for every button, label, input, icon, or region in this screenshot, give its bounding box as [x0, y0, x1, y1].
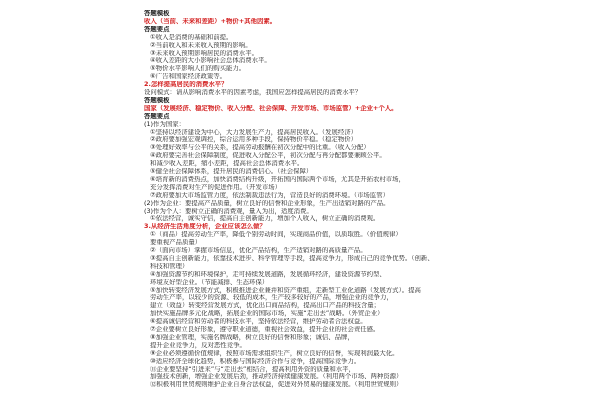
doc-line: 和减少收入差距，缩小差距，提高社会总体消费水平。	[150, 160, 304, 168]
doc-line: 国家（发展经济、稳定物价、收入分配、社会保障、开发市场、市场监管）+企业+个人。	[144, 104, 398, 112]
doc-line: ⑦政府要加大市场监管力度，依法制裁违法行为，营造良好的消费环境。（市场监管）	[150, 191, 389, 199]
doc-line: 加强技术创新，增强企业发展后劲，推动经济持续健康发展。（利用两个市场、两种资源）	[150, 373, 403, 381]
doc-line: ⑧加强企业管理，实施名牌战略，树立良好的信誉和形象；诚信、品牌，	[150, 333, 354, 341]
doc-line: ⑥提高诚信经营和劳动者的科技水平，坚持依法经营，维护劳动者合法权益。	[150, 318, 367, 326]
doc-line: ②当前收入和未来收入预期的影响。	[150, 41, 252, 49]
doc-line: ⑤物价水平影响人们的购买能力。	[150, 65, 246, 73]
doc-line: ②政府要加强宏观调控，综合运用多种手段，保持物价平稳。（稳定物价）	[150, 136, 358, 144]
doc-line: ⑫积极利用世贸规则维护企业自身合法权益，促进对外贸易的健康发展。（利用世贸规则）	[150, 381, 403, 389]
doc-line: 加快实施品牌多元化战略，拓展企业的国际市场，实施“走出去”战略。（外贸企业）	[150, 310, 384, 318]
doc-line: 答题模板	[144, 96, 170, 104]
doc-line: 答题模板	[144, 10, 170, 17]
doc-line: ⑤加快转变经济发展方式，积极推进企业兼并和资产重组，走新型工业化道路（发展方式）。提高	[150, 286, 421, 294]
doc-line: ②（面向市场）掌握市场信息，优化产品结构，生产适销对路的高质量产品。	[150, 247, 367, 254]
doc-line: 3.从经济生活角度分析，企业应该怎么做？	[144, 223, 266, 231]
doc-line: 劳动生产率，以较少的资源、较低的成本，生产较多较好的产品，增强企业的竞争力，	[150, 294, 393, 302]
doc-line: (2)作为企业：要提高产品质量，树立良好的信誉和企业形象，生产出适销对路的产品。	[144, 199, 390, 207]
doc-line: 充分发挥消费对生产的促进作用。（开发市场）	[150, 183, 282, 191]
doc-line: 要重视产品质量）	[150, 239, 202, 247]
document-page	[132, 6, 472, 400]
doc-line: ⑩适应经济全球化趋势，积极参与国际经济合作与竞争，提高国际竞争力。	[150, 357, 361, 365]
doc-line: ①收入是消费的基础和前提。	[150, 33, 233, 41]
doc-line: 科技和管理）	[150, 262, 189, 270]
doc-line: 收入（当前、未来和差距）+物价+其他因素。	[144, 17, 277, 25]
doc-line: ③提高自主创新能力，依靠技术进步、科学管理等手段，提高竞争力，形成自己的竞争优势。（创新、	[150, 254, 434, 262]
doc-line: ①坚持以经济建设为中心，大力发展生产力，提高居民收入。（发展经济）	[150, 128, 358, 136]
doc-line: ③处理好效率与公平的关系，提高劳动报酬在初次分配中的比重。（收入分配）	[150, 144, 370, 152]
doc-line: 环境友好型企业。（节能减排、生态环保）	[150, 278, 269, 286]
doc-line: ①依法经营，诚实守信，提高自主创新能力，增加个人收入，树立正确的消费观。	[150, 215, 380, 223]
doc-line: (3)作为个人：要树立正确的消费观，量入为出，适度消费。	[144, 207, 313, 215]
doc-line: ④收入差距的大小影响社会总体消费水平。	[150, 57, 271, 65]
doc-line: ⑨企业必须遵循价值规律，按照市场需求组织生产，树立良好的信誉，实现利润最大化。	[150, 349, 399, 357]
doc-line: (1)作为国家：	[144, 120, 186, 128]
doc-line: ④加强资源节约和环境保护，走可持续发展道路，发展循环经济，建设资源节约型、	[150, 270, 386, 278]
doc-line: ⑥广告和国家经济政策等。	[150, 73, 227, 81]
doc-line: ④政府要完善社会保障制度，促进收入分配公平，初次分配与再分配都要兼顾公平。	[150, 152, 386, 160]
doc-line: 2.怎样提高居民的消费水平？	[144, 81, 228, 89]
doc-line: ⑥培育新的消费热点，加快消费结构升级，开拓国内国际两个市场，尤其是开拓农村市场，	[150, 175, 405, 183]
doc-line: 提升企业竞争力，反对恶性竞争。	[150, 341, 246, 349]
doc-line: ⑤健全社会保障体系，提升居民的消费信心。（社会保障）	[150, 168, 313, 175]
doc-line: ⑦企业要树立良好形象，遵守职业道德，重视社会效益，提升企业的社会责任感。	[150, 326, 380, 333]
doc-line: 设问模式：请从影响消费水平的因素考虑，我国应怎样提高居民的消费水平？	[144, 89, 362, 96]
doc-line: 答题要点	[144, 112, 170, 120]
doc-line: ⑪企业要坚持“引进来”与“走出去”相结合，提高利用外资的质量和水平，	[150, 365, 355, 373]
doc-line: 答题要点	[144, 25, 170, 33]
doc-line: ①（商品）提高劳动生产率，降低个别劳动时间，实现商品价值，以质取胜。（价值规律）	[150, 231, 402, 239]
doc-line: 建立（效益）转变经营发展方式，优化出口商品结构，提高出口产品的科技含量；	[150, 302, 381, 310]
doc-line: ③未来收入预期影响居民的消费水平。	[150, 49, 258, 57]
